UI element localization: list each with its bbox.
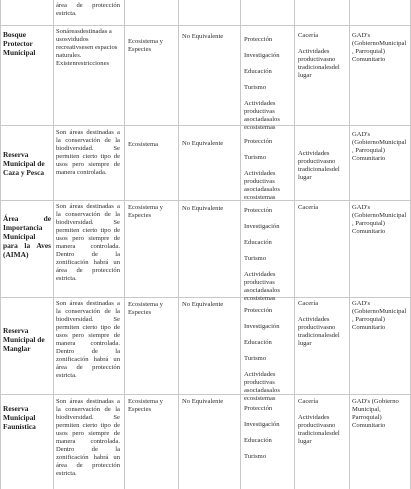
- row-1-description: Sonáreasdestinadas a usosvidudos recreativsesen espacios naturales. Existenrestricciones: [56, 28, 118, 67]
- row-2-governance: GAD's (GobiernoMunicipal , Parroquial) Comunitario: [352, 131, 407, 162]
- row-divider: [0, 125, 411, 126]
- list-item: Cacería: [298, 398, 319, 405]
- row-1-restricted-uses: [298, 32, 347, 80]
- list-item: Turismo: [244, 255, 267, 262]
- row-3-allowed-uses: [244, 207, 292, 303]
- list-item: Actividades productivas asociadasalos ecosistemas: [244, 170, 280, 201]
- row-2-equivalence: No Equivalente: [182, 140, 224, 147]
- list-item: Turismo: [244, 355, 267, 362]
- column-divider: [294, 0, 295, 489]
- row-4-name: Reserva Municipal de Manglar: [3, 326, 45, 353]
- row-5-governance: GAD's (Gobierno Municipal, Parroquial) Comunitario: [352, 398, 399, 429]
- column-divider: [178, 0, 179, 489]
- row-1-name: Bosque Protector Municipal: [3, 30, 36, 57]
- list-item: Turismo: [244, 453, 267, 460]
- list-item: Investigación: [244, 323, 280, 330]
- list-item: Actividades productivas asociadasalos ecosistemas: [244, 271, 280, 302]
- row-2-allowed-uses: [244, 138, 292, 202]
- list-item: Investigación: [244, 223, 280, 230]
- row-4-restricted-uses: [298, 300, 347, 348]
- row-5-allowed-uses: [244, 405, 292, 461]
- table-border-left: [0, 0, 1, 489]
- row-divider: [0, 394, 411, 395]
- column-divider: [124, 0, 125, 489]
- row-2-name: Reserva Municipal de Caza y Pesca: [3, 150, 45, 177]
- row-5-object: Ecosistema y Especies: [128, 398, 163, 413]
- row-4-allowed-uses: [244, 307, 292, 403]
- column-divider: [53, 0, 54, 489]
- list-item: Protección: [244, 405, 273, 412]
- list-item: Actividades productivas asociadasalos ecosistemas: [244, 100, 280, 131]
- list-item: Educación: [244, 339, 272, 346]
- list-item: Protección: [244, 307, 273, 314]
- row-5-restricted-uses: [298, 398, 347, 446]
- list-item: Investigación: [244, 52, 280, 59]
- list-item: Actividades productivas asociadasalos ecosistemas: [244, 371, 280, 402]
- row-1-object: Ecosistema y Especies: [128, 38, 163, 53]
- list-item: Educación: [244, 437, 272, 444]
- list-item: Educación: [244, 68, 272, 75]
- row-4-object: Ecosistema y Especies: [128, 301, 163, 316]
- row-3-restricted-uses: Cacería: [298, 204, 319, 211]
- row-3-governance: GAD's (GobiernoMunicipal , Parroquial) Comunitario: [352, 204, 407, 235]
- row-divider: [0, 200, 411, 201]
- list-item: Turismo: [244, 84, 267, 91]
- list-item: Actividades productivasno tradicionalesdel lugar: [298, 414, 340, 445]
- row-4-governance: GAD's (GobiernoMunicipal , Parroquial) Comunitario: [352, 300, 407, 331]
- row-2-object: Ecosistema: [128, 141, 159, 148]
- row-5-name: Reserva Municipal Faunística: [3, 404, 36, 431]
- row-5-equivalence: No Equivalente: [182, 398, 224, 405]
- list-item: Cacería: [298, 32, 319, 39]
- list-item: Protección: [244, 207, 273, 214]
- list-item: Actividades productivasno tradicionalesdel lugar: [298, 48, 340, 79]
- row-divider: [0, 25, 411, 26]
- row-4-description: Son áreas destinadas a la conservación de la biodiversidad. Se permiten cierto tipo de usos pero siempre de manera controlada. Dentro de la zonificación habrá un área de protección estricta.: [56, 300, 120, 379]
- column-divider: [240, 0, 241, 489]
- row-2-restricted-uses: Actividades productivasno tradicionalesdel lugar: [298, 150, 340, 181]
- row-1-governance: GAD's (GobiernoMunicipal , Parroquial) Comunitario: [352, 32, 407, 63]
- row-4-equivalence: No Equivalente: [182, 301, 224, 308]
- list-item: Investigación: [244, 421, 280, 428]
- list-item: Cacería: [298, 300, 319, 307]
- row-3-equivalence: No Equivalente: [182, 205, 224, 212]
- continuation-text: área de protección estricta.: [56, 2, 120, 17]
- list-item: Protección: [244, 138, 273, 145]
- list-item: Protección: [244, 36, 273, 43]
- row-3-object: Ecosistema y Especies: [128, 204, 163, 219]
- list-item: Turismo: [244, 154, 267, 161]
- row-1-allowed-uses: [244, 36, 292, 132]
- list-item: Actividades productivasno tradicionalesdel lugar: [298, 316, 340, 347]
- row-3-description: Son áreas destinadas a la conservación de la biodiversidad. Se permiten cierto tipo de usos pero siempre de manera controlada. Dentro de la zonificación habrá un área de protección estricta.: [56, 203, 120, 282]
- column-divider: [349, 0, 350, 489]
- row-2-description: Son áreas destinadas a la conservación de la biodiversidad. Se permiten cierto tipo de usos pero siempre de manera controlada.: [56, 129, 120, 176]
- row-divider: [0, 297, 411, 298]
- row-3-name: Área de Importancia Municipal para la Aves (AIMA): [3, 214, 51, 259]
- row-1-equivalence: No Equivalente: [182, 33, 224, 40]
- row-5-description: Son áreas destinadas a la conservación de la biodiversidad. Se permiten cierto tipo de usos pero siempre de manera controlada. Dentro de la zonificación habrá un área de protección estricta.: [56, 398, 120, 477]
- list-item: Educación: [244, 239, 272, 246]
